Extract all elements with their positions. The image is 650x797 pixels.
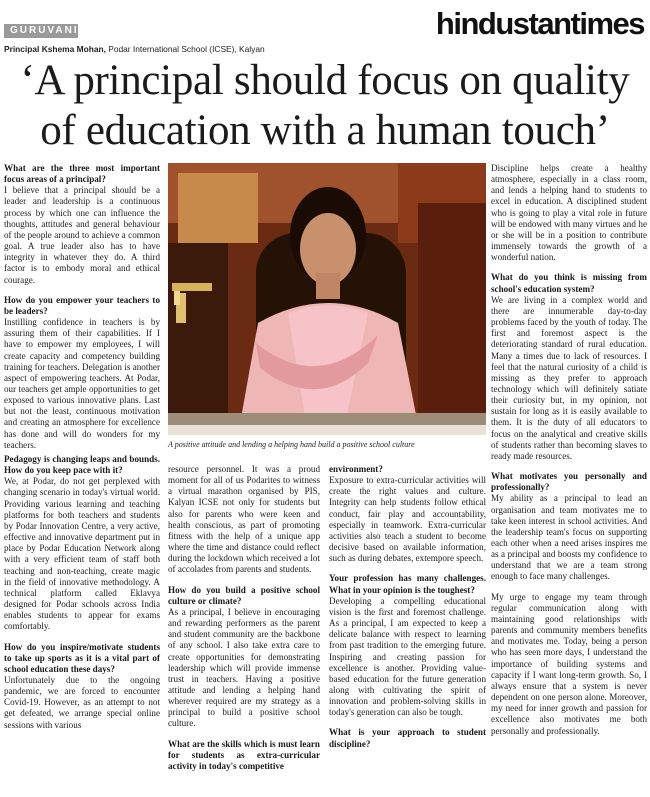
question: What motivates you personally and professionally?	[491, 471, 647, 493]
answer: Discipline helps create a healthy atmosphere, especially in a class room, and lends a helping hand to students to excel in education. A disciplined student who is going to play a vital role in future will be endowed with many virtues and he or she will be in a position to contribute immensely towards the growth of a wonderful nation.	[491, 163, 647, 263]
byline-name: Principal Kshema Mohan,	[4, 44, 106, 54]
question: Pedagogy is changing leaps and bounds. How do you keep pace with it?	[4, 454, 160, 476]
answer: We, at Podar, do not get perplexed with changing scenario in today's virtual world. Providing various learning and teaching platforms for both teachers and students by Podar Innovation Centre, a very active, effective and innovative department put in place by Podar Education Network along with a very efficient team of staff both teaching and non-teaching, create magic in the field of innovative methodology. A technical platform called Eklavya designed for Podar schools across India enables students to appear for exams comfortably.	[4, 476, 160, 632]
answer: Unfortunately due to the ongoing pandemic, we are forced to encounter Covid-19. However, as an attempt to not get defeated, we arrange special online sessions with various	[4, 674, 160, 730]
question: What are the skills which is must learn for students as extra-curricular activity in today's competitive	[168, 738, 320, 771]
question: What is your approach to student discipline?	[329, 727, 486, 749]
answer: resource personnel. It was a proud moment for all of us Podarites to witness a virtual marathon organised by PIS, Kalyan ICSE not only for students but also for parents who were keen and health conscious, as part of promoting fitness with the help of a unique app where the time and distance could reflect during the lockdown which received a lot of accolades from parents and students.	[168, 464, 320, 575]
question: What are the three most important focus areas of a principal?	[4, 163, 160, 185]
answer: My urge to engage my team through regular communication along with maintaining good relationships with parents and community members benefits and motivates me. Today, being a person who has seen more days, I understand the importance of building systems and capacity if I want long-term growth. So, I always ensure that a system is never dependent on one person alone. Moreover, my need for inner growth and passion for excellence also motivates me both personally and professionally.	[491, 591, 647, 736]
hindustan-times-logo	[436, 6, 644, 42]
byline	[4, 44, 265, 54]
answer: My ability as a principal to lead an organisation and team motivates me to take keen interest in school activities. And the leadership team's focus on supporting each other when a need arises inspires me as a principal and boosts my confidence to understand that we are a team strong enough to face many challenges.	[491, 493, 647, 582]
answer: I believe that a principal should be a leader and leadership is a continuous process by which one can influence the thoughts, attitudes and general behaviour of the people around to achieve a common goal. A true leader also has to have integrity in whatever they do. A third factor is to embody moral and ethical courage.	[4, 185, 160, 285]
byline-school: Podar International School (ICSE), Kalyan	[108, 44, 265, 54]
answer: We are living in a complex world and there are innumerable day-to-day problems faced by the youth of today. The first and foremost aspect is the deteriorating standard of rural education. Many a times due to lack of resources. I feel that the natural curiosity of a child is missing as they prefer to approach technology which will definitely satiate their curiosity but, in my opinion, not sustain for long as it is easily available to them. It is the duty of all educators to focus on the analytical and creative skills of students rather than becoming slaves to ready made resources.	[491, 294, 647, 461]
column-1-top	[4, 163, 160, 460]
question: Your profession has many challenges. What in your opinion is the toughest?	[329, 573, 486, 595]
principal-photo	[168, 163, 486, 435]
column-2	[168, 464, 320, 772]
answer: As a principal, I believe in encouraging and rewarding performers as the parent and student community are the backbone of any school. I also take extra care to create opportunities for demonstrating leadership which will provide immense trust in teachers. Having a positive attitude and lending a helping hand wherever required are my strategy as a principal to build a positive school culture.	[168, 606, 320, 729]
question: How do you empower your teachers to be leaders?	[4, 294, 160, 316]
headline-line2: of education with a human touch’	[40, 107, 610, 154]
logo-part1: hindustan	[435, 6, 571, 41]
photo-illustration	[168, 163, 486, 435]
question: environment?	[329, 464, 383, 474]
headline-line1: ‘A principal should focus on quality	[20, 57, 630, 104]
column-4	[491, 163, 647, 746]
column-1-bottom	[4, 454, 160, 740]
section-tag: GURUVANI	[4, 24, 78, 38]
question: What do you think is missing from school's education system?	[491, 272, 647, 294]
answer: Instilling confidence in teachers is by assuring them of their capabilities. If I have to empower my employees, I will create capacity and competency building training for teachers. Delegation is another aspect of empowering teachers. At Podar, our teachers get ample opportunities to get exposed to various innovative plans. Last but not the least, continuous motivation and creating an atmosphere for excellence has done and will do wonders for my teachers.	[4, 317, 160, 450]
headline	[0, 56, 650, 156]
logo-part2: times	[570, 6, 644, 41]
question: How do you build a positive school culture or climate?	[168, 584, 320, 606]
photo-caption: A positive attitude and lending a helping hand build a positive school culture	[168, 440, 415, 449]
answer: Developing a compelling educational vision is the first and foremost challenge. As a principal, I am expected to keep a delicate balance with respect to learning from past tradition to the emerging future. Inspiring and creating passion for excellence is another. Providing value-based education for the future generation along with cultivating the spirit of innovation and problem-solving skills in today's generation can also be tough.	[329, 595, 486, 718]
column-3	[329, 464, 486, 750]
question: How do you inspire/motivate students to take up sports as it is a vital part of school education these days?	[4, 641, 160, 674]
answer: Exposure to extra-curricular activities will create the right values and culture. Integrity can help students follow ethical conduct, fair play and accountability, especially in teamwork. Extra-curricular activities also teach a student to become decisive based on available information, such as during debates, extempore speech.	[329, 475, 486, 564]
